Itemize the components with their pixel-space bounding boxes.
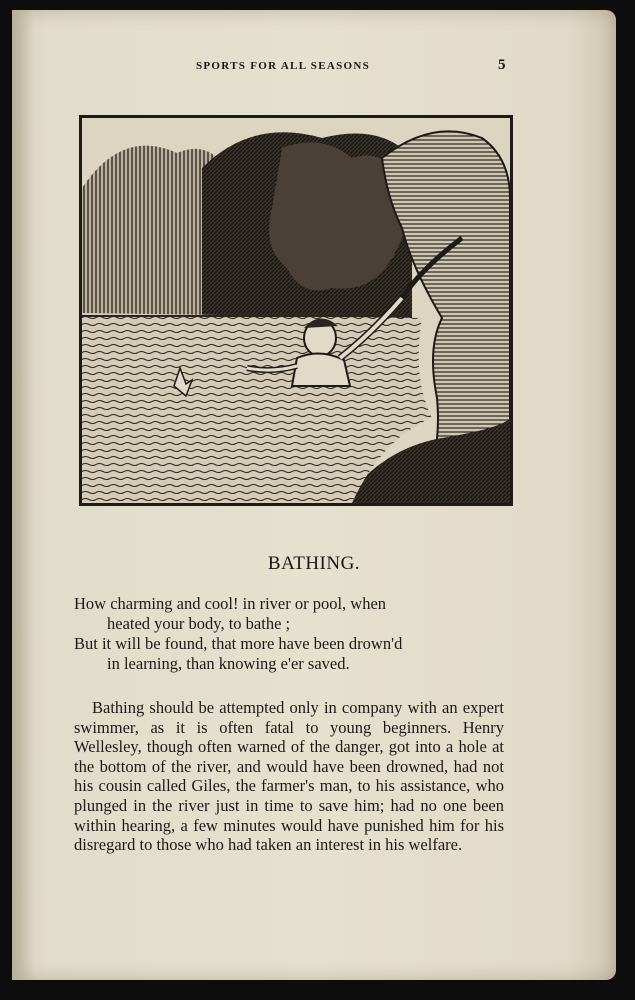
section-title: BATHING. bbox=[267, 553, 361, 574]
verse bbox=[74, 594, 514, 674]
book-page bbox=[12, 10, 616, 980]
verse-line: But it will be found, that more have been drown'd bbox=[74, 634, 403, 653]
prose-paragraph: Bathing should be attempted only in company with an expert swimmer, as it is often fatal to young beginners. Henry Wellesley, though often warned of the danger, got into a hole at the bottom of the river, and would have been drowned, had not his cousin called Giles, the farmer's man, to his assistance, who plunged in the river just in time to save him; had no one been within hearing, a few minutes would have punished him for his disregard to those who had taken an interest in his welfare. bbox=[74, 698, 504, 855]
running-head: SPORTS FOR ALL SEASONS bbox=[196, 60, 371, 72]
verse-line: heated your body, to bathe ; bbox=[107, 614, 291, 633]
verse-line: How charming and cool! in river or pool, when bbox=[74, 594, 387, 613]
page-gutter bbox=[12, 10, 34, 980]
woodcut-drawing bbox=[82, 118, 510, 503]
verse-line: in learning, than knowing e'er saved. bbox=[107, 654, 350, 673]
woodcut-illustration bbox=[79, 115, 513, 506]
page-number: 5 bbox=[498, 57, 506, 73]
